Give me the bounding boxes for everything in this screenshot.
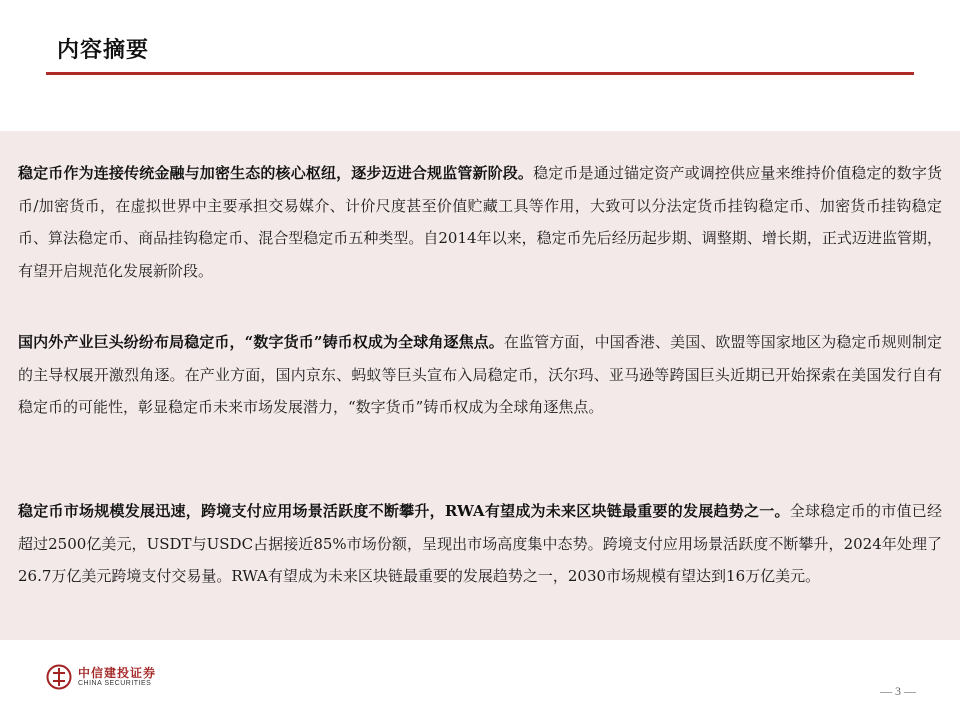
summary-paragraph-1 bbox=[18, 157, 942, 287]
paragraph-2-body: 在监管方面，中国香港、美国、欧盟等国家地区为稳定币规则制定的主导权展开激烈角逐。在产业方面，国内京东、蚂蚁等巨头宣布入局稳定币，沃尔玛、亚马逊等跨国巨头近期已开始探索在美国发行自有稳定币的可能性，彰显稳定币未来市场发展潜力，“数字货币”铸币权成为全球角逐焦点。 bbox=[18, 333, 942, 416]
paragraph-3-body: 全球稳定币的市值已经超过2500亿美元，USDT与USDC占据接近85%市场份额，呈现出市场高度集中态势。跨境支付应用场景活跃度不断攀升，2024年处理了26.7万亿美元跨境支付交易量。RWA有望成为未来区块链最重要的发展趋势之一，2030市场规模有望达到16万亿美元。 bbox=[18, 502, 942, 585]
summary-paragraph-3 bbox=[18, 495, 942, 593]
company-logo bbox=[46, 664, 156, 690]
page-title: 内容摘要 bbox=[57, 37, 150, 63]
title-divider bbox=[46, 72, 914, 75]
paragraph-3-lead: 稳定币市场规模发展迅速，跨境支付应用场景活跃度不断攀升，RWA有望成为未来区块链最重要的发展趋势之一。 bbox=[18, 502, 790, 520]
china-securities-logo-icon bbox=[46, 664, 72, 690]
paragraph-1-body: 稳定币是通过锚定资产或调控供应量来维持价值稳定的数字货币/加密货币，在虚拟世界中主要承担交易媒介、计价尺度甚至价值贮藏工具等作用，大致可以分法定货币挂钩稳定币、加密货币挂钩稳定币、算法稳定币、商品挂钩稳定币、混合型稳定币五种类型。自2014年以来，稳定币先后经历起步期、调整期、增长期，正式迈进监管期，有望开启规范化发展新阶段。 bbox=[18, 164, 942, 280]
paragraph-1-lead: 稳定币作为连接传统金融与加密生态的核心枢纽，逐步迈进合规监管新阶段。 bbox=[18, 164, 534, 182]
logo-english-name: CHINA SECURITIES bbox=[78, 679, 152, 687]
logo-chinese-name: 中信建投证券 bbox=[78, 665, 157, 680]
summary-paragraph-2 bbox=[18, 326, 942, 424]
page-number: — 3 — bbox=[880, 684, 916, 698]
paragraph-2-lead: 国内外产业巨头纷纷布局稳定币，“数字货币”铸币权成为全球角逐焦点。 bbox=[18, 333, 504, 351]
